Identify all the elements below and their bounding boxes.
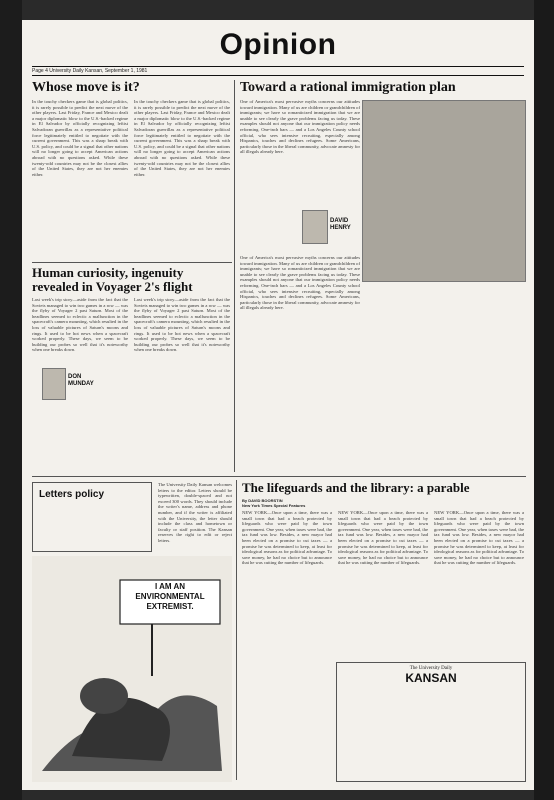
letters-policy-text: The University Daily Kansan welcomes letters to the editor. Letters should be typewritten, double-spaced and not exceed 300 words. They should include the writer's name, address and phone number, and if the writer is affiliated with the University, the letter should include the class and hometown or faculty or staff position. The Kansan reserves the right to edit or reject letters. — [158, 482, 232, 543]
staffbox-name: KANSAN — [405, 671, 457, 685]
body-text: Last week's trip story—aside from the fact that the Soviets managed to win two games in a row — was the flyby of Voyager 2 past Saturn. Most of the headlines seemed to eclectic a malfunction in the spacecraft's camera mounting, which resulted in the loss of valuable pictures of Saturn's moons and rings. It used to be hot news when a spacecraft worked properly. These days, we seem to be building our probes so well that it's noteworthy when one breaks down. — [32, 297, 128, 353]
columnist-photo-henry — [302, 210, 328, 244]
body-text-cont: NEW YORK—Once upon a time, there was a small town that had a beach protected by lifeguards who were paid by the town government. One year, when taxes were bad, the tax fund was low. Besides, a new mayor had been elected on a promise to cut taxes — a promise he was determined to keep, at least for ideological reasons as for political advantage. To save money, he had no choice but to announce that he was cutting the number of lifeguards. — [338, 510, 428, 566]
folio-line: Page 4 University Daily Kansan, September 1, 1981 — [32, 66, 524, 76]
cartoon-sign-text: I AM AN ENVIRONMENTAL EXTREMIST. — [135, 582, 205, 611]
staff-box — [336, 662, 526, 782]
body-text: NEW YORK—Once upon a time, there was a small town that had a beach protected by lifeguards who were paid by the town government. One year, when taxes were bad, the tax fund was low. Besides, a new mayor had been elected on a promise to cut taxes — a promise he was determined to keep, at least for ideological reasons as for political advantage. To save money, he had no choice but to announce that he was cutting the number of lifeguards. — [242, 510, 332, 566]
columnist-name-munday: DON MUNDAY — [68, 374, 94, 387]
headline: Toward a rational immigration plan — [240, 80, 456, 95]
scan-edge — [534, 0, 554, 800]
letters-title: Letters policy — [39, 489, 105, 500]
section-rule — [32, 262, 232, 263]
letters-policy-box — [32, 482, 152, 552]
columnist-photo-munday — [42, 368, 66, 400]
editorial-whose-move — [32, 80, 230, 260]
column-rule-lower — [236, 480, 237, 780]
headline: Whose move is it? — [32, 80, 140, 95]
body-text: One of America's most pervasive myths concerns our attitudes toward immigration. Many of us are children or grandchildren of immigrants; we have so romanticized immigration that we are unable to see clearly the grave problems facing us today. These examples should not anyone that our immigration policy needs reforming. One-inch bars — and a Los Angeles County school official, who sees intensive recruiting, especially among Hispanics, touches and declines refugees. Some Americans, particularly those in the liberal community, advocate amnesty for all illegals already here. — [240, 99, 360, 155]
newspaper-page — [22, 20, 534, 790]
column-rule — [234, 80, 235, 472]
body-text-cont: In the touchy checkers game that is global politics, it is rarely possible to predict the next move of the other players. Last Friday, France and Mexico dealt a major diplomatic blow to the U.S.-backed regime in El Salvador by officially recognizing leftist Salvadoran guerrillas as a representative political force legitimately entitled to negotiate with the current government. This was a sharp break with U.S. policy, and could be a signal that other nations will no longer going to accept American actions abroad with no questions asked. While these twenty-odd countries may not be the closest allies of the United States, they are not her enemies either. — [134, 99, 230, 177]
byline: By DAVID BOORSTIN New York Times Special Features — [242, 498, 306, 508]
masthead-title: Opinion — [219, 28, 337, 61]
body-text-cont: Last week's trip story—aside from the fact that the Soviets managed to win two games in a row — was the flyby of Voyager 2 past Saturn. Most of the headlines seemed to eclectic a malfunction in the spacecraft's camera mounting, which resulted in the loss of valuable pictures of Saturn's moons and rings. It used to be hot news when a spacecraft worked properly. These days, we seem to be building our probes so well that it's noteworthy when one breaks down. — [134, 297, 230, 353]
body-text-cont: One of America's most pervasive myths concerns our attitudes toward immigration. Many of us are children or grandchildren of immigrants; we have so romanticized immigration that we are unable to see clearly the grave problems facing us today. These examples should not anyone that our immigration policy needs reforming. One-inch bars — and a Los Angeles County school official, who sees intensive recruiting, especially among Hispanics, touches and declines refugees. Some Americans, particularly those in the liberal community, advocate amnesty for all illegals already here. — [240, 254, 360, 311]
headline: Human curiosity, ingenuity revealed in Voyager 2's flight — [32, 266, 193, 294]
columnist-name-henry: DAVID HENRY — [330, 218, 351, 231]
editorial-cartoon — [32, 556, 232, 782]
staffbox-pre: The University Daily — [409, 666, 453, 671]
immigration-map-photo — [362, 100, 526, 282]
body-text: In the touchy checkers game that is global politics, it is rarely possible to predict the next move of the other players. Last Friday, France and Mexico dealt a major diplomatic blow to the U.S.-backed regime in El Salvador by officially recognizing leftist Salvadoran guerrillas as a representative political force legitimately entitled to negotiate with the current government. This was a sharp break with U.S. policy, and could be a signal that other nations will no longer going to accept American actions abroad with no questions asked. While these twenty-odd countries may not be the closest allies of the United States, they are not her enemies either. — [32, 99, 128, 177]
scan-binding — [0, 0, 22, 800]
page-rule — [32, 476, 526, 477]
body-text-cont-2: NEW YORK—Once upon a time, there was a small town that had a beach protected by lifeguards who were paid by the town government. One year, when taxes were bad, the tax fund was low. Besides, a new mayor had been elected on a promise to cut taxes — a promise he was determined to keep, at least for ideological reasons as for political advantage. To save money, he had no choice but to announce that he was cutting the number of lifeguards. — [434, 510, 524, 566]
headline: The lifeguards and the library: a parable — [242, 480, 470, 495]
